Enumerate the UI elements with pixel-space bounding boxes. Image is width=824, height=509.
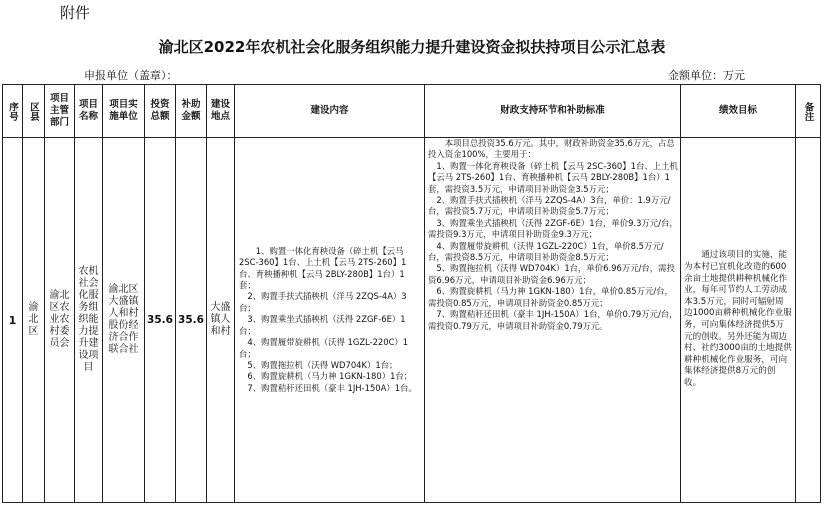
header-dept: 项目主管部门 (45, 85, 75, 138)
document-title: 渝北区2022年农机社会化服务组织能力提升建设资金拟扶持项目公示汇总表 (158, 38, 666, 56)
content-item: 1、购置一体化育秧设备（碎土机【云马 2SC-360】1台、上土机【云马 2TS-260】1台、育秧播种机【云马 2BLY-280B】1台）1套； (239, 245, 407, 291)
support-item: 6、购置旋耕机（马力神 1GKN-180）1台，单价0.85万元/台，需投资0.85万元，申请项目补助资金0.85万元； (428, 286, 673, 308)
header-project-name: 项目名称 (75, 85, 103, 138)
cell-construction-content (235, 138, 425, 503)
header-subsidy-amount: 补助金额 (176, 85, 207, 138)
attachment-label: 附件 (60, 4, 91, 22)
table-header-row (3, 85, 821, 138)
header-site: 建设地点 (207, 85, 235, 138)
content-item: 5、购置拖拉机（沃得 WD704K）1台； (247, 359, 398, 370)
cell-dept: 渝北区农业农村委员会 (45, 138, 75, 503)
header-performance-goal: 绩效目标 (681, 85, 796, 138)
cell-remarks (796, 138, 821, 503)
support-item: 7、购置秸秆还田机（豪丰 1JH-150A）1台，单价0.79万元/台，需投资0.79万元，申请项目补助资金0.79万元。 (428, 309, 678, 331)
cell-project-name: 农机社会化服务组织能力提升建设项目 (75, 138, 103, 503)
support-item: 2、购置手扶式插秧机（洋马 2ZQS-4A）3台，单价：1.9万元/台，需投资5.7万元，申请项目补助资金5.7万元； (428, 195, 671, 217)
cell-seq: 1 (3, 138, 23, 503)
cell-subsidy-amount: 35.6 (176, 138, 207, 503)
header-district: 区县 (23, 85, 45, 138)
amount-unit-label: 金额单位：万元 (668, 69, 745, 82)
header-total-investment: 投资总额 (145, 85, 176, 138)
table-row (3, 138, 821, 503)
header-remarks: 备注 (796, 85, 821, 138)
support-intro: 本项目总投资35.6万元。其中，财政补助资金35.6万元，占总投入资金100%，主要用于： (428, 138, 675, 160)
cell-site: 大盛镇人和村 (207, 138, 235, 503)
cell-district: 渝北区 (23, 138, 45, 503)
project-summary-table (2, 84, 821, 503)
content-item: 3、购置乘坐式插秧机（沃得 2ZGF-6E）1台； (239, 314, 406, 336)
support-item: 5、购置拖拉机（沃得 WD704K）1台，单价6.96万元/台，需投资6.96万元，申请项目补助资金6.96万元； (428, 263, 675, 285)
support-item: 1、购置一体化育秧设备（碎土机【云马 2SC-360】1台、上土机【云马 2TS-260】1台、育秧播种机【云马 2BLY-280B】1台）1套，需投资3.5万元，申请项目补助资金3.5万元； (428, 160, 678, 194)
cell-fiscal-support (425, 138, 681, 503)
support-item: 4、购置履带旋耕机（沃得 1GZL-220C）1台，单价8.5万元/台，需投资8.5万元，申请项目补助资金8.5万元； (428, 240, 664, 263)
content-item: 7、购置秸秆还田机（豪丰 1JH-150A）1台。 (247, 382, 417, 393)
header-fiscal-support: 财政支持环节和补助标准 (425, 85, 681, 138)
support-item: 3、购置乘坐式插秧机（沃得 2ZGF-6E）1台，单价9.3万元/台，需投资9.3万元，申请项目补助资金9.3万元； (428, 217, 678, 240)
header-seq: 序号 (3, 85, 23, 138)
applicant-label: 申报单位（盖章）： (84, 69, 178, 82)
content-item: 6、购置旋耕机（马力神 1GKN-180）1台； (247, 371, 413, 382)
header-implementer: 项目实施单位 (103, 85, 145, 138)
content-item: 2、购置手扶式插秧机（洋马 2ZQS-4A）3台； (239, 291, 407, 313)
header-construction-content: 建设内容 (235, 85, 425, 138)
content-item: 4、购置履带旋耕机（沃得 1GZL-220C）1台； (239, 337, 409, 359)
cell-total-investment: 35.6 (145, 138, 176, 503)
cell-performance-goal: 通过该项目的实施，能为本村已宜机化改造的600余亩土地提供耕种机械化作业，每年可节约人工劳动成本3.5万元，同时可辐射周边1000亩耕种机械化作业服务，可向集体经济提供5万元的创收。另外还能为周边村、社约3000亩的土地提供耕种机械化作业服务，可向集体经济提供8万元的创收。 (681, 138, 796, 503)
cell-implementer: 渝北区大盛镇人和村股份经济合作联合社 (103, 138, 145, 503)
